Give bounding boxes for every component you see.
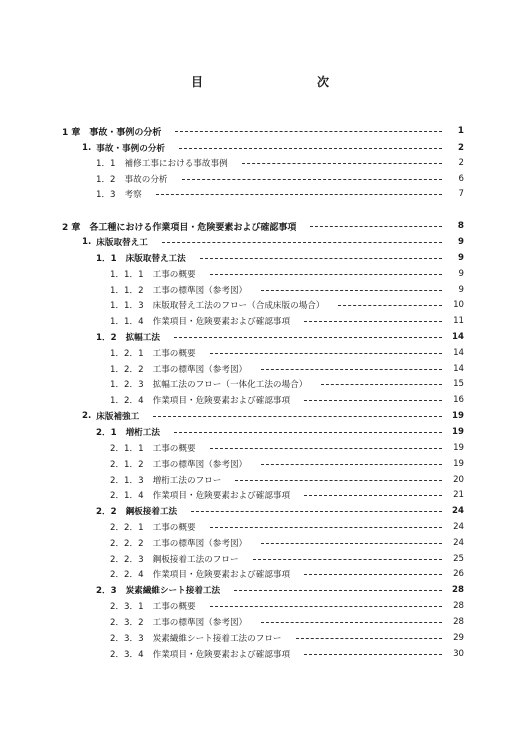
toc-entry-number: 1．2．1 [110,349,144,359]
page-title: 目 次 [190,75,359,89]
toc-entry-label: 床版取替え工法 [125,254,186,264]
toc-entry [82,409,464,423]
toc-entry-page: 15 [453,379,464,389]
toc-entry [96,330,464,344]
toc-entry-label: 床版取替え工 [96,238,148,248]
toc-entry-label: 事故・事例の分析 [96,144,166,154]
toc-leader [153,416,442,417]
toc-entry-number: 2．3．2 [110,618,144,628]
toc-entry-number: 1．1．1 [110,270,144,280]
toc-entry-label: 工事の標準図（参考図） [152,286,248,296]
toc-entry-number: 1．2 [96,175,116,185]
toc-entry [110,267,464,281]
toc-entry-page: 19 [453,459,464,469]
toc-leader [174,337,442,338]
toc-entry-number: 1．3 [96,190,116,200]
toc-entry [110,615,464,629]
toc-entry [110,520,464,534]
toc-leader [338,305,442,306]
toc-leader [191,511,442,512]
toc-leader [210,448,442,449]
toc-entry-number: 1. [82,237,92,247]
toc-entry-number: 2．1．1 [110,444,144,454]
toc-entry [110,393,464,407]
toc-entry-page: 9 [458,237,464,247]
toc-entry-number: 1．1．2 [110,286,144,296]
toc-entry-page: 19 [453,443,464,453]
toc-leader [235,480,442,481]
toc-leader [261,369,442,370]
toc-entry [96,251,464,265]
toc-entry-number: 2．1．4 [110,491,144,501]
toc-entry-number: 1．2．4 [110,396,144,406]
toc-entry-page: 24 [452,506,464,516]
toc-entry-number: 1．2．2 [110,365,144,375]
toc-entry-number: 1．2．3 [110,380,144,390]
toc-entry-page: 11 [453,316,464,326]
toc-entry [110,377,464,391]
toc-leader [200,258,442,259]
toc-entry [110,362,464,376]
toc-entry-label: 事故・事例の分析 [89,127,162,138]
toc-entry-page: 28 [453,601,464,611]
toc-entry [110,473,464,487]
toc-leader [210,274,442,275]
toc-entry-number: 2．3 [96,586,117,596]
toc-entry [96,583,464,597]
toc-entry-number: 2．2．3 [110,555,144,565]
toc-entry [96,504,464,518]
toc-leader [261,543,442,544]
toc-entry-page: 19 [452,427,464,437]
toc-entry-number: 2．2 [96,507,117,517]
toc-leader [304,495,442,496]
toc-entry-page: 20 [453,475,464,485]
toc-entry [110,552,464,566]
toc-entry-page: 9 [458,285,464,295]
toc-entry-number: 1. [82,143,92,153]
toc-entry-page: 14 [452,332,464,342]
toc-entry-page: 9 [458,253,464,263]
toc-entry-label: 作業項目・危険要素および確認事項 [152,317,291,327]
toc-entry [110,599,464,613]
toc-entry-label: 鋼板接着工法のフロー [152,555,239,565]
toc-entry-page: 8 [457,221,464,231]
toc-entry-page: 16 [453,395,464,405]
toc-entry [96,425,464,439]
toc-entry-page: 19 [452,411,464,421]
toc-entry-label: 工事の標準図（参考図） [152,539,248,549]
toc-entry-page: 6 [458,174,464,184]
toc-leader [210,606,442,607]
toc-entry-page: 2 [458,158,464,168]
toc-leader [175,131,442,132]
toc-entry-page: 26 [453,569,464,579]
toc-entry-label: 増桁工法 [125,428,160,438]
toc-leader [261,464,442,465]
toc-entry-number: 1 章 [62,127,81,138]
toc-entry [110,536,464,550]
toc-entry-number: 2 章 [62,222,81,233]
toc-leader [253,559,442,560]
toc-entry [82,141,464,155]
toc-entry-label: 作業項目・危険要素および確認事項 [152,491,291,501]
toc-entry-page: 2 [458,143,464,153]
toc-leader [162,242,442,243]
toc-entry-label: 工事の概要 [152,349,196,359]
toc-entry-label: 補修工事における事故事例 [124,159,228,169]
toc-entry-label: 工事の概要 [152,444,196,454]
toc-leader [182,179,442,180]
toc-entry [110,346,464,360]
toc-entry-label: 工事の標準図（参考図） [152,618,248,628]
toc-entry-number: 2．1．2 [110,460,144,470]
toc-entry-page: 14 [453,348,464,358]
toc-entry-label: 考察 [124,190,142,200]
toc-entry-number: 1．2 [96,333,117,343]
toc-entry-page: 29 [453,633,464,643]
toc-entry-page: 30 [453,649,464,659]
toc-entry [96,172,464,186]
toc-entry-number: 2．3．4 [110,650,144,660]
toc-entry [110,457,464,471]
toc-entry-page: 24 [453,538,464,548]
toc-entry-label: 拡幅工法のフロー（一体化工法の場合） [152,380,308,390]
toc-entry-label: 床版補強工 [96,412,140,422]
toc-entry-label: 工事の概要 [152,523,196,533]
toc-entry-number: 1．1 [96,159,116,169]
toc-entry-label: 炭素繊維シート接着工法 [125,586,221,596]
toc-leader [242,163,442,164]
toc-entry [62,219,464,233]
toc-entry-page: 21 [453,490,464,500]
toc-entry-label: 作業項目・危険要素および確認事項 [152,396,291,406]
toc-entry [62,124,464,138]
toc-entry-number: 1．1．4 [110,317,144,327]
toc-entry [96,156,464,170]
toc-entry-label: 工事の標準図（参考図） [152,365,248,375]
toc-leader [304,400,442,401]
toc-entry-label: 拡幅工法 [125,333,160,343]
toc-entry [110,283,464,297]
toc-entry-page: 1 [457,126,464,136]
toc-entry [110,314,464,328]
toc-entry-page: 24 [453,522,464,532]
toc-entry [110,631,464,645]
toc-entry-number: 2．1 [96,428,117,438]
toc-entry [110,298,464,312]
toc-leader [304,574,442,575]
toc-entry-page: 14 [453,364,464,374]
toc-entry [110,488,464,502]
toc-entry [110,647,464,661]
toc-entry-number: 2．3．3 [110,634,144,644]
toc-entry [96,187,464,201]
toc-entry-page: 9 [458,269,464,279]
toc-entry [110,567,464,581]
toc-entry-label: 各工種における作業項目・危険要素および確認事項 [89,222,297,233]
toc-entry-page: 10 [453,300,464,310]
toc-entry-page: 28 [452,585,464,595]
toc-leader [234,590,442,591]
toc-leader [210,527,442,528]
toc-leader [321,384,442,385]
toc-entry-label: 事故の分析 [124,175,168,185]
toc-entry-number: 2．3．1 [110,602,144,612]
toc-leader [310,226,442,227]
toc-leader [179,148,442,149]
toc-leader [261,290,442,291]
toc-leader [304,321,442,322]
toc-leader [210,353,442,354]
toc-entry [110,441,464,455]
toc-entry-number: 2．2．2 [110,539,144,549]
toc-entry-number: 1．1 [96,254,117,264]
toc-entry [82,235,464,249]
toc-entry-number: 2. [82,411,92,421]
toc-entry-label: 炭素繊維シート接着工法のフロー [152,634,282,644]
toc-leader [304,654,442,655]
toc-entry-label: 床版取替え工法のフロー（合成床版の場合） [152,301,325,311]
toc-entry-label: 作業項目・危険要素および確認事項 [152,650,291,660]
toc-entry-label: 工事の概要 [152,602,196,612]
toc-entry-label: 作業項目・危険要素および確認事項 [152,570,291,580]
toc-entry-page: 28 [453,617,464,627]
toc-entry-label: 鋼板接着工法 [125,507,178,517]
toc-entry-number: 1．1．3 [110,301,144,311]
toc-entry-page: 25 [453,554,464,564]
toc-entry-number: 2．1．3 [110,476,144,486]
toc-entry-label: 工事の概要 [152,270,196,280]
toc-leader [261,622,442,623]
toc-entry-label: 工事の標準図（参考図） [152,460,248,470]
toc-leader [156,194,442,195]
toc-entry-number: 2．2．4 [110,570,144,580]
toc-leader [174,432,442,433]
toc-entry-label: 増桁工法のフロー [152,476,222,486]
toc-leader [296,638,442,639]
toc-entry-page: 7 [458,189,464,199]
toc-entry-number: 2．2．1 [110,523,144,533]
